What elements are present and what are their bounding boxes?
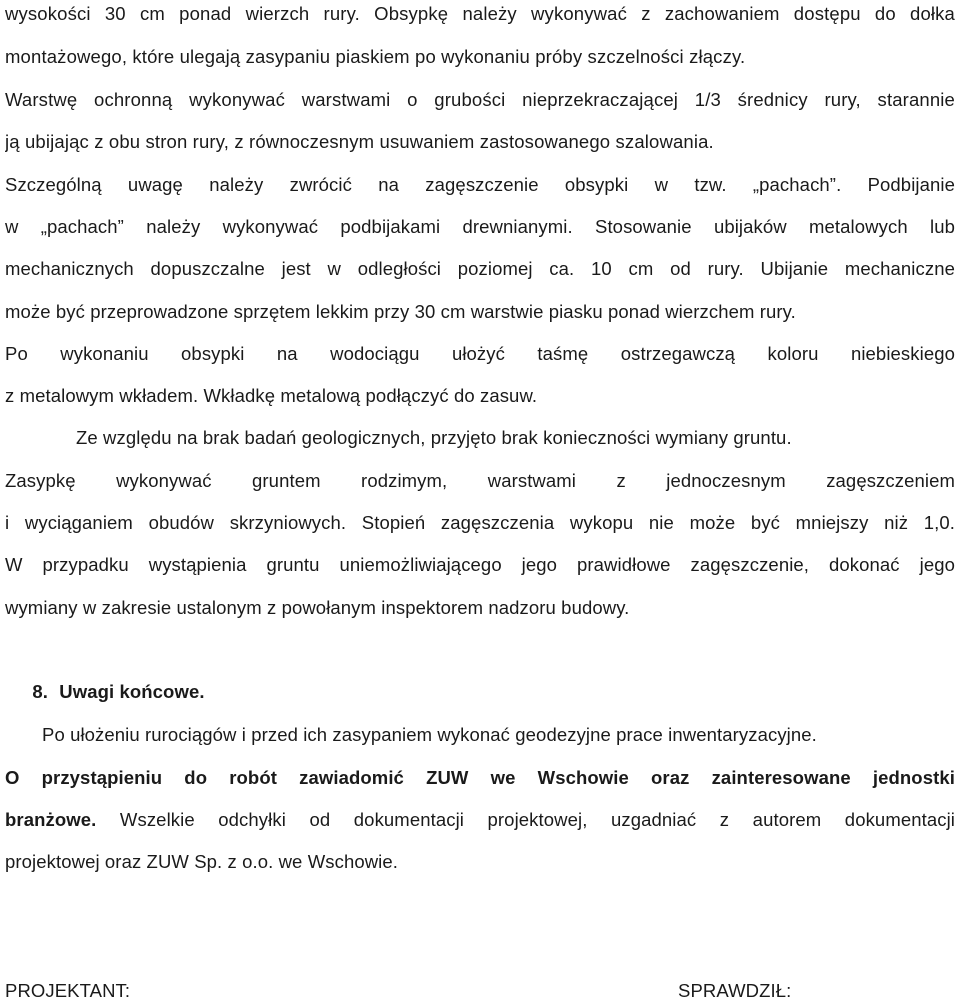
- text-line: projektowej oraz ZUW Sp. z o.o. we Wschowie.: [5, 851, 399, 872]
- text-line: montażowego, które ulegają zasypaniu piaskiem po wykonaniu próby szczelności złączy.: [5, 46, 746, 67]
- section-title: Uwagi końcowe.: [59, 681, 205, 702]
- text-line: Po wykonaniu obsypki na wodociągu ułożyć taśmę ostrzegawczą koloru niebieskiego: [5, 343, 955, 364]
- text-line-indented: Po ułożeniu rurociągów i przed ich zasypaniem wykonać geodezyjne prace inwentaryzacyjne.: [42, 724, 817, 745]
- text-line: w „pachach” należy wykonywać podbijakami drewnianymi. Stosowanie ubijaków metalowych lub: [5, 216, 955, 237]
- text-line: Szczególną uwagę należy zwrócić na zagęszczenie obsypki w tzw. „pachach”. Podbijanie: [5, 174, 955, 195]
- text-line: z metalowym wkładem. Wkładkę metalową podłączyć do zasuw.: [5, 385, 538, 406]
- text-line: wymiany w zakresie ustalonym z powołanym inspektorem nadzoru budowy.: [5, 597, 630, 618]
- bold-text-fragment: branżowe.: [5, 809, 97, 830]
- signature-label-designer: PROJEKTANT:: [5, 980, 131, 1001]
- text-line: i wyciąganiem obudów skrzyniowych. Stopień zagęszczenia wykopu nie może być mniejszy niż 1,0.: [5, 512, 955, 533]
- mixed-text-line: [5, 809, 955, 831]
- section-number: 8.: [32, 681, 48, 702]
- signature-label-checker: SPRAWDZIŁ:: [678, 980, 792, 1001]
- text-fragment: Wszelkie odchyłki od dokumentacji projektowej, uzgadniać z autorem dokumentacji: [119, 809, 955, 830]
- text-line: ją ubijając z obu stron rury, z równoczesnym usuwaniem zastosowanego szalowania.: [5, 131, 714, 152]
- section-heading: [5, 681, 205, 703]
- text-line: Warstwę ochronną wykonywać warstwami o grubości nieprzekraczającej 1/3 średnicy rury, starannie: [5, 89, 955, 110]
- text-line: mechanicznych dopuszczalne jest w odległości poziomej ca. 10 cm od rury. Ubijanie mechaniczne: [5, 258, 955, 279]
- text-line: W przypadku wystąpienia gruntu uniemożliwiającego jego prawidłowe zagęszczenie, dokonać jego: [5, 554, 955, 575]
- text-line: Zasypkę wykonywać gruntem rodzimym, warstwami z jednoczesnym zagęszczeniem: [5, 470, 955, 491]
- text-line: może być przeprowadzone sprzętem lekkim przy 30 cm warstwie piasku ponad wierzchem rury.: [5, 301, 796, 322]
- text-line: wysokości 30 cm ponad wierzch rury. Obsypkę należy wykonywać z zachowaniem dostępu do dołka: [5, 3, 955, 24]
- bold-text-line: O przystąpieniu do robót zawiadomić ZUW we Wschowie oraz zainteresowane jednostki: [5, 767, 955, 788]
- text-line-indented: Ze względu na brak badań geologicznych, przyjęto brak konieczności wymiany gruntu.: [76, 427, 792, 448]
